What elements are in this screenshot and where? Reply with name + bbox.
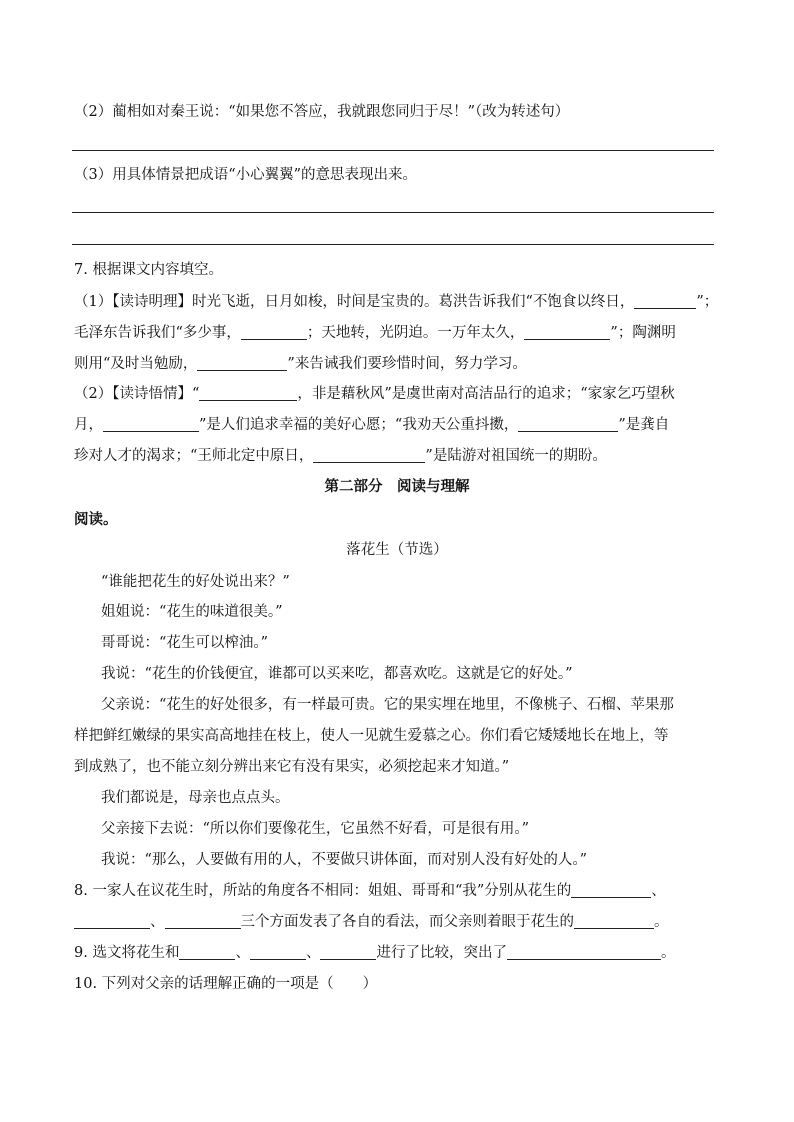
q7-text: ”是人们追求幸福的美好心愿；“我劝天公重抖擞， bbox=[199, 417, 519, 433]
passage-title: 落花生（节选） bbox=[346, 542, 448, 558]
q8-text: 三个方面发表了各自的看法，而父亲则着眼于花生的 bbox=[240, 914, 574, 930]
q7-text: ；天地转，光阴迫。一万年太久， bbox=[306, 325, 525, 341]
read-label: 阅读。 bbox=[74, 511, 118, 528]
fill-blank[interactable] bbox=[634, 293, 696, 309]
fill-blank[interactable] bbox=[313, 447, 425, 463]
q9-text: 进行了比较，突出了 bbox=[376, 945, 507, 961]
q8-text: 、 bbox=[651, 883, 666, 899]
passage-paragraph: 我说：“那么，人要做有用的人，不要做只讲体面，而对别人没有好处的人。” bbox=[101, 852, 588, 868]
passage-paragraph-cont: 到成熟了，也不能立刻分辨出来它有没有果实，必须挖起来才知道。” bbox=[74, 759, 510, 775]
q7-text: （1）【读诗明理】时光飞逝，日月如梭，时间是宝贵的。葛洪告诉我们“不饱食以终日， bbox=[74, 294, 635, 310]
q7-text: ，非是藉秋风”是虞世南对高洁品行的追求；“家家乞巧望秋 bbox=[297, 386, 675, 402]
q8-text: 。 bbox=[654, 914, 669, 930]
q7-p1-line1 bbox=[74, 292, 724, 312]
q9-text: 。 bbox=[660, 945, 676, 961]
q7-text: ”是龚自 bbox=[618, 417, 670, 433]
q9-line bbox=[74, 943, 724, 963]
q7-text: ”；陶渊明 bbox=[610, 325, 676, 341]
q7-text: 毛泽东告诉我们“多少事， bbox=[74, 325, 241, 341]
fill-blank[interactable] bbox=[74, 913, 150, 929]
q7-text: 珍对人才的渴求；“王师北定中原日， bbox=[74, 448, 314, 464]
q7-text: （2）【读诗悟情】“ bbox=[74, 386, 200, 402]
q9-text: 9. 选文将花生和 bbox=[74, 945, 180, 961]
fill-blank[interactable] bbox=[524, 324, 610, 340]
fill-blank[interactable] bbox=[199, 385, 297, 401]
fill-blank[interactable] bbox=[165, 913, 241, 929]
fill-blank[interactable] bbox=[103, 416, 199, 432]
q8-text: 、 bbox=[150, 914, 165, 930]
passage-paragraph: 我们都说是，母亲也点点头。 bbox=[101, 790, 290, 806]
fill-blank[interactable] bbox=[241, 324, 307, 340]
fill-blank[interactable] bbox=[571, 882, 651, 898]
passage-paragraph: 姐姐说：“花生的味道很美。” bbox=[101, 604, 283, 620]
q6-item-3: （3）用具体情景把成语“小心翼翼”的意思表现出来。 bbox=[74, 167, 418, 183]
fill-blank[interactable] bbox=[179, 944, 235, 960]
fill-blank[interactable] bbox=[574, 913, 654, 929]
q7-p1-line2 bbox=[74, 323, 724, 343]
q8-text: 8. 一家人在议花生时，所站的角度各不相同：姐姐、哥哥和“我”分别从花生的 bbox=[74, 883, 572, 899]
passage-paragraph-cont: 样把鲜红嫩绿的果实高高地挂在枝上，使人一见就生爱慕之心。你们看它矮矮地长在地上，等 bbox=[74, 728, 669, 744]
q6-item-2: （2）蔺相如对秦王说：“如果您不答应，我就跟您同归于尽！”（改为转述句） bbox=[74, 104, 570, 120]
q9-text: 、 bbox=[305, 945, 321, 961]
q7-text: 则用“及时当勉励， bbox=[74, 356, 198, 372]
passage-paragraph: 父亲说：“花生的好处很多，有一样最可贵。它的果实埋在地里，不像桃子、石榴、苹果那 bbox=[101, 697, 674, 713]
fill-blank[interactable] bbox=[197, 355, 287, 371]
answer-line bbox=[72, 150, 714, 151]
q7-title: 7. 根据课文内容填空。 bbox=[74, 262, 223, 278]
q7-text: ”来告诫我们要珍惜时间，努力学习。 bbox=[287, 356, 527, 372]
q7-p2-line1 bbox=[74, 384, 724, 404]
passage-paragraph: 父亲接下去说：“所以你们要像花生，它虽然不好看，可是很有用。” bbox=[101, 821, 530, 837]
passage-paragraph: 我说：“花生的价钱便宜，谁都可以买来吃，都喜欢吃。这就是它的好处。” bbox=[101, 666, 573, 682]
passage-paragraph: “谁能把花生的好处说出来？” bbox=[101, 574, 290, 590]
q9-text: 、 bbox=[235, 945, 250, 961]
q7-p2-line3 bbox=[74, 446, 724, 466]
q7-text: ”是陆游对祖国统一的期盼。 bbox=[425, 448, 607, 464]
q7-p2-line2 bbox=[74, 415, 724, 435]
answer-line bbox=[72, 244, 714, 245]
q7-text: ”； bbox=[696, 294, 719, 310]
q8-line2 bbox=[74, 912, 724, 932]
q10-question: 10. 下列对父亲的话理解正确的一项是（ ） bbox=[74, 976, 378, 992]
passage-paragraph: 哥哥说：“花生可以榨油。” bbox=[101, 635, 269, 651]
section-heading: 第二部分 阅读与理解 bbox=[324, 478, 470, 495]
q8-line1 bbox=[74, 881, 724, 901]
answer-line bbox=[72, 212, 714, 213]
fill-blank[interactable] bbox=[507, 944, 661, 960]
q7-text: 月， bbox=[74, 417, 103, 433]
fill-blank[interactable] bbox=[518, 416, 618, 432]
fill-blank[interactable] bbox=[320, 944, 376, 960]
q7-p1-line3 bbox=[74, 354, 724, 374]
fill-blank[interactable] bbox=[250, 944, 306, 960]
